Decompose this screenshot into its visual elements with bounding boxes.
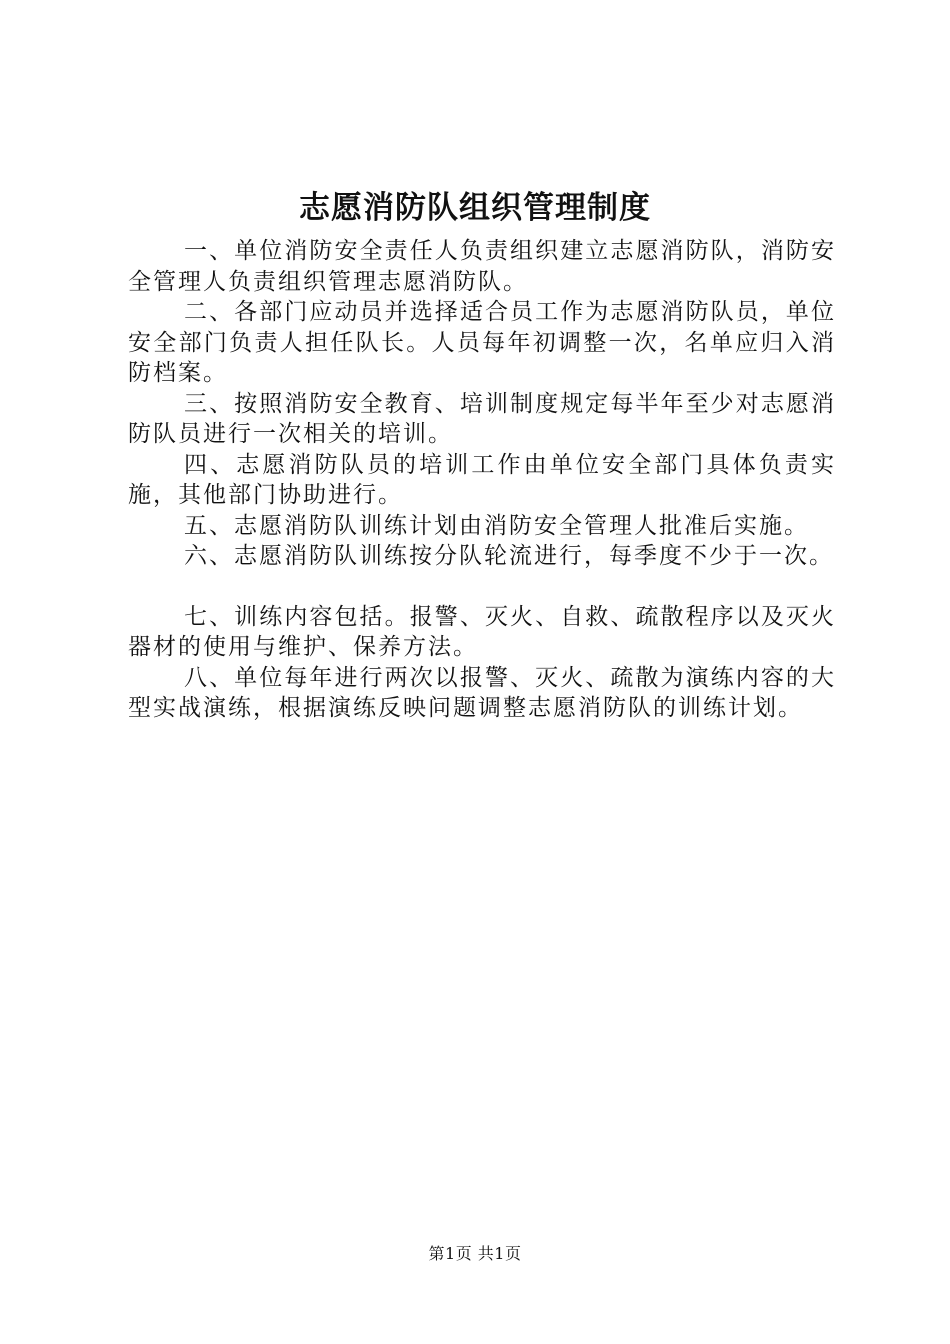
paragraph-2: 二、各部门应动员并选择适合员工作为志愿消防队员，单位安全部门负责人担任队长。人员每年初调整一次，名单应归入消防档案。 xyxy=(128,299,836,386)
paragraph-3: 三、按照消防安全教育、培训制度规定每半年至少对志愿消防队员进行一次相关的培训。 xyxy=(128,390,836,447)
paragraph-5: 五、志愿消防队训练计划由消防安全管理人批准后实施。 xyxy=(184,512,809,539)
page-footer: 第1页 共1页 xyxy=(428,1244,522,1263)
paragraph-4: 四、志愿消防队员的培训工作由单位安全部门具体负责实施，其他部门协助进行。 xyxy=(128,451,836,508)
paragraph-7: 七、训练内容包括。报警、灭火、自救、疏散程序以及灭火器材的使用与维护、保养方法。 xyxy=(128,603,836,660)
document-title: 志愿消防队组织管理制度 xyxy=(299,190,651,226)
paragraph-1: 一、单位消防安全责任人负责组织建立志愿消防队，消防安全管理人负责组织管理志愿消防队。 xyxy=(128,238,836,295)
paragraph-6: 六、志愿消防队训练按分队轮流进行，每季度不少于一次。 xyxy=(184,543,834,569)
document-body xyxy=(128,236,836,724)
paragraph-8: 八、单位每年进行两次以报警、灭火、疏散为演练内容的大型实战演练，根据演练反映问题调整志愿消防队的训练计划。 xyxy=(128,664,836,721)
